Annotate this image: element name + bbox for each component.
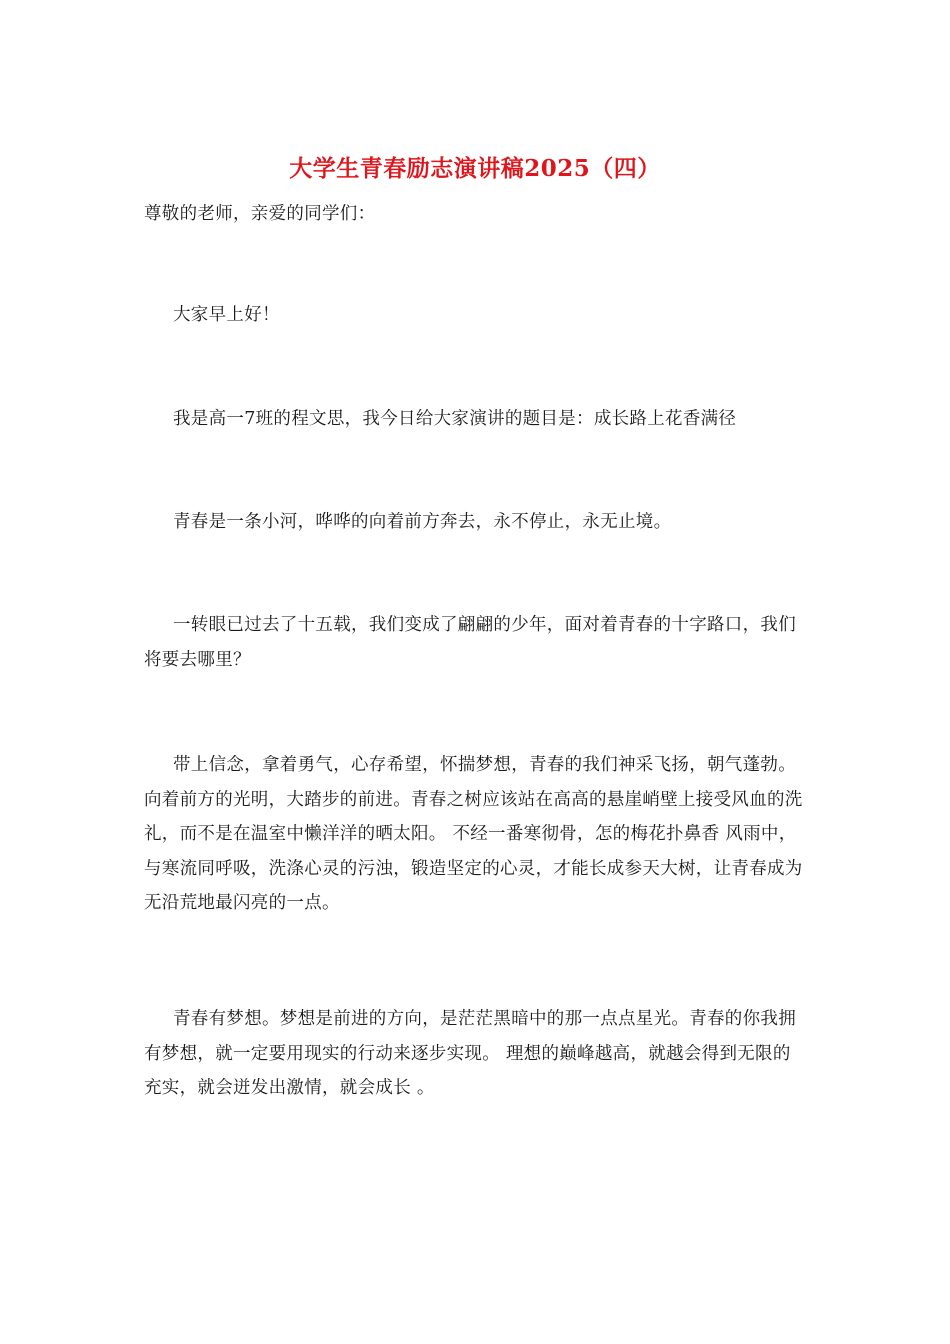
paragraph-2: 我是高一7班的程文思，我今日给大家演讲的题目是：成长路上花香满径 xyxy=(173,409,737,429)
greeting-line: 尊敬的老师，亲爱的同学们： xyxy=(144,204,376,224)
document-title: 大学生青春励志演讲稿2025（四） xyxy=(289,155,661,182)
paragraph-1: 大家早上好！ xyxy=(173,305,280,325)
paragraph-5: 带上信念，拿着勇气，心存希望，怀揣梦想，青春的我们神采飞扬，朝气蓬勃。向着前方的光明，大踏步的前进。青春之树应该站在高高的悬崖峭壁上接受风血的洗礼，而不是在温室中懒洋洋的晒太阳。 不经一番寒彻骨，怎的梅花扑鼻香 风雨中，与寒流同呼吸，洗涤心灵的污浊，锻造坚定的心灵，才能长成参天大树，让青春成为无沿荒地最闪亮的一点。 xyxy=(144,755,803,913)
paragraph-4: 一转眼已过去了十五载，我们变成了翩翩的少年，面对着青春的十字路口，我们将要去哪里？ xyxy=(144,615,796,670)
paragraph-3: 青春是一条小河，哗哗的向着前方奔去，永不停止，永无止境。 xyxy=(173,512,672,532)
paragraph-6: 青春有梦想。梦想是前进的方向，是茫茫黑暗中的那一点点星光。青春的你我拥有梦想，就一定要用现实的行动来逐步实现。 理想的巅峰越高，就越会得到无限的充实，就会迸发出激情，就会成长 。 xyxy=(144,1009,796,1098)
